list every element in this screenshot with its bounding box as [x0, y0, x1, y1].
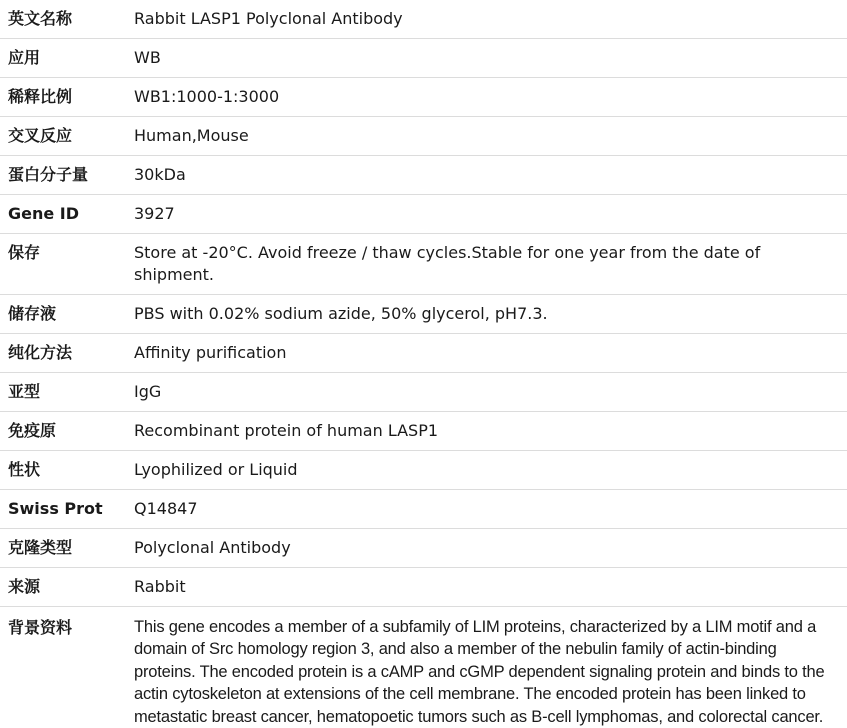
value-clonality: Polyclonal Antibody: [126, 529, 847, 568]
label-application: 应用: [0, 39, 126, 78]
label-form: 性状: [0, 451, 126, 490]
value-host: Rabbit: [126, 568, 847, 607]
label-purification: 纯化方法: [0, 334, 126, 373]
row-swiss-prot: [0, 490, 847, 529]
label-storage: 保存: [0, 234, 126, 295]
row-host: [0, 568, 847, 607]
label-host: 来源: [0, 568, 126, 607]
value-isotype: IgG: [126, 373, 847, 412]
row-storage: [0, 234, 847, 295]
row-gene-id: [0, 195, 847, 234]
value-molecular-weight: 30kDa: [126, 156, 847, 195]
label-gene-id: Gene ID: [0, 195, 126, 234]
value-cross-reactivity: Human,Mouse: [126, 117, 847, 156]
row-immunogen: [0, 412, 847, 451]
label-molecular-weight: 蛋白分子量: [0, 156, 126, 195]
value-application: WB: [126, 39, 847, 78]
value-gene-id: 3927: [126, 195, 847, 234]
value-immunogen: Recombinant protein of human LASP1: [126, 412, 847, 451]
row-purification: [0, 334, 847, 373]
value-english-name: Rabbit LASP1 Polyclonal Antibody: [126, 0, 847, 39]
label-storage-buffer: 储存液: [0, 295, 126, 334]
label-clonality: 克隆类型: [0, 529, 126, 568]
label-swiss-prot: Swiss Prot: [0, 490, 126, 529]
row-dilution: [0, 78, 847, 117]
row-english-name: [0, 0, 847, 39]
row-storage-buffer: [0, 295, 847, 334]
label-immunogen: 免疫原: [0, 412, 126, 451]
row-molecular-weight: [0, 156, 847, 195]
row-cross-reactivity: [0, 117, 847, 156]
value-form: Lyophilized or Liquid: [126, 451, 847, 490]
value-storage: Store at -20°C. Avoid freeze / thaw cycles.Stable for one year from the date of shipment.: [126, 234, 847, 295]
value-dilution: WB1:1000-1:3000: [126, 78, 847, 117]
label-dilution: 稀释比例: [0, 78, 126, 117]
label-cross-reactivity: 交叉反应: [0, 117, 126, 156]
value-purification: Affinity purification: [126, 334, 847, 373]
row-clonality: [0, 529, 847, 568]
label-background: 背景资料: [0, 607, 126, 728]
label-isotype: 亚型: [0, 373, 126, 412]
label-english-name: 英文名称: [0, 0, 126, 39]
row-isotype: [0, 373, 847, 412]
value-background: This gene encodes a member of a subfamily of LIM proteins, characterized by a LIM motif and a domain of Src homology region 3, and also a member of the nebulin family of actin-binding proteins. The encoded protein is a cAMP and cGMP dependent signaling protein and binds to the actin cytoskeleton at extensions of the cell membrane. The encoded protein has been linked to metastatic breast cancer, hematopoetic tumors such as B-cell lymphomas, and colorectal cancer.: [126, 607, 847, 728]
row-application: [0, 39, 847, 78]
value-storage-buffer: PBS with 0.02% sodium azide, 50% glycerol, pH7.3.: [126, 295, 847, 334]
row-form: [0, 451, 847, 490]
value-swiss-prot: Q14847: [126, 490, 847, 529]
row-background: [0, 607, 847, 728]
